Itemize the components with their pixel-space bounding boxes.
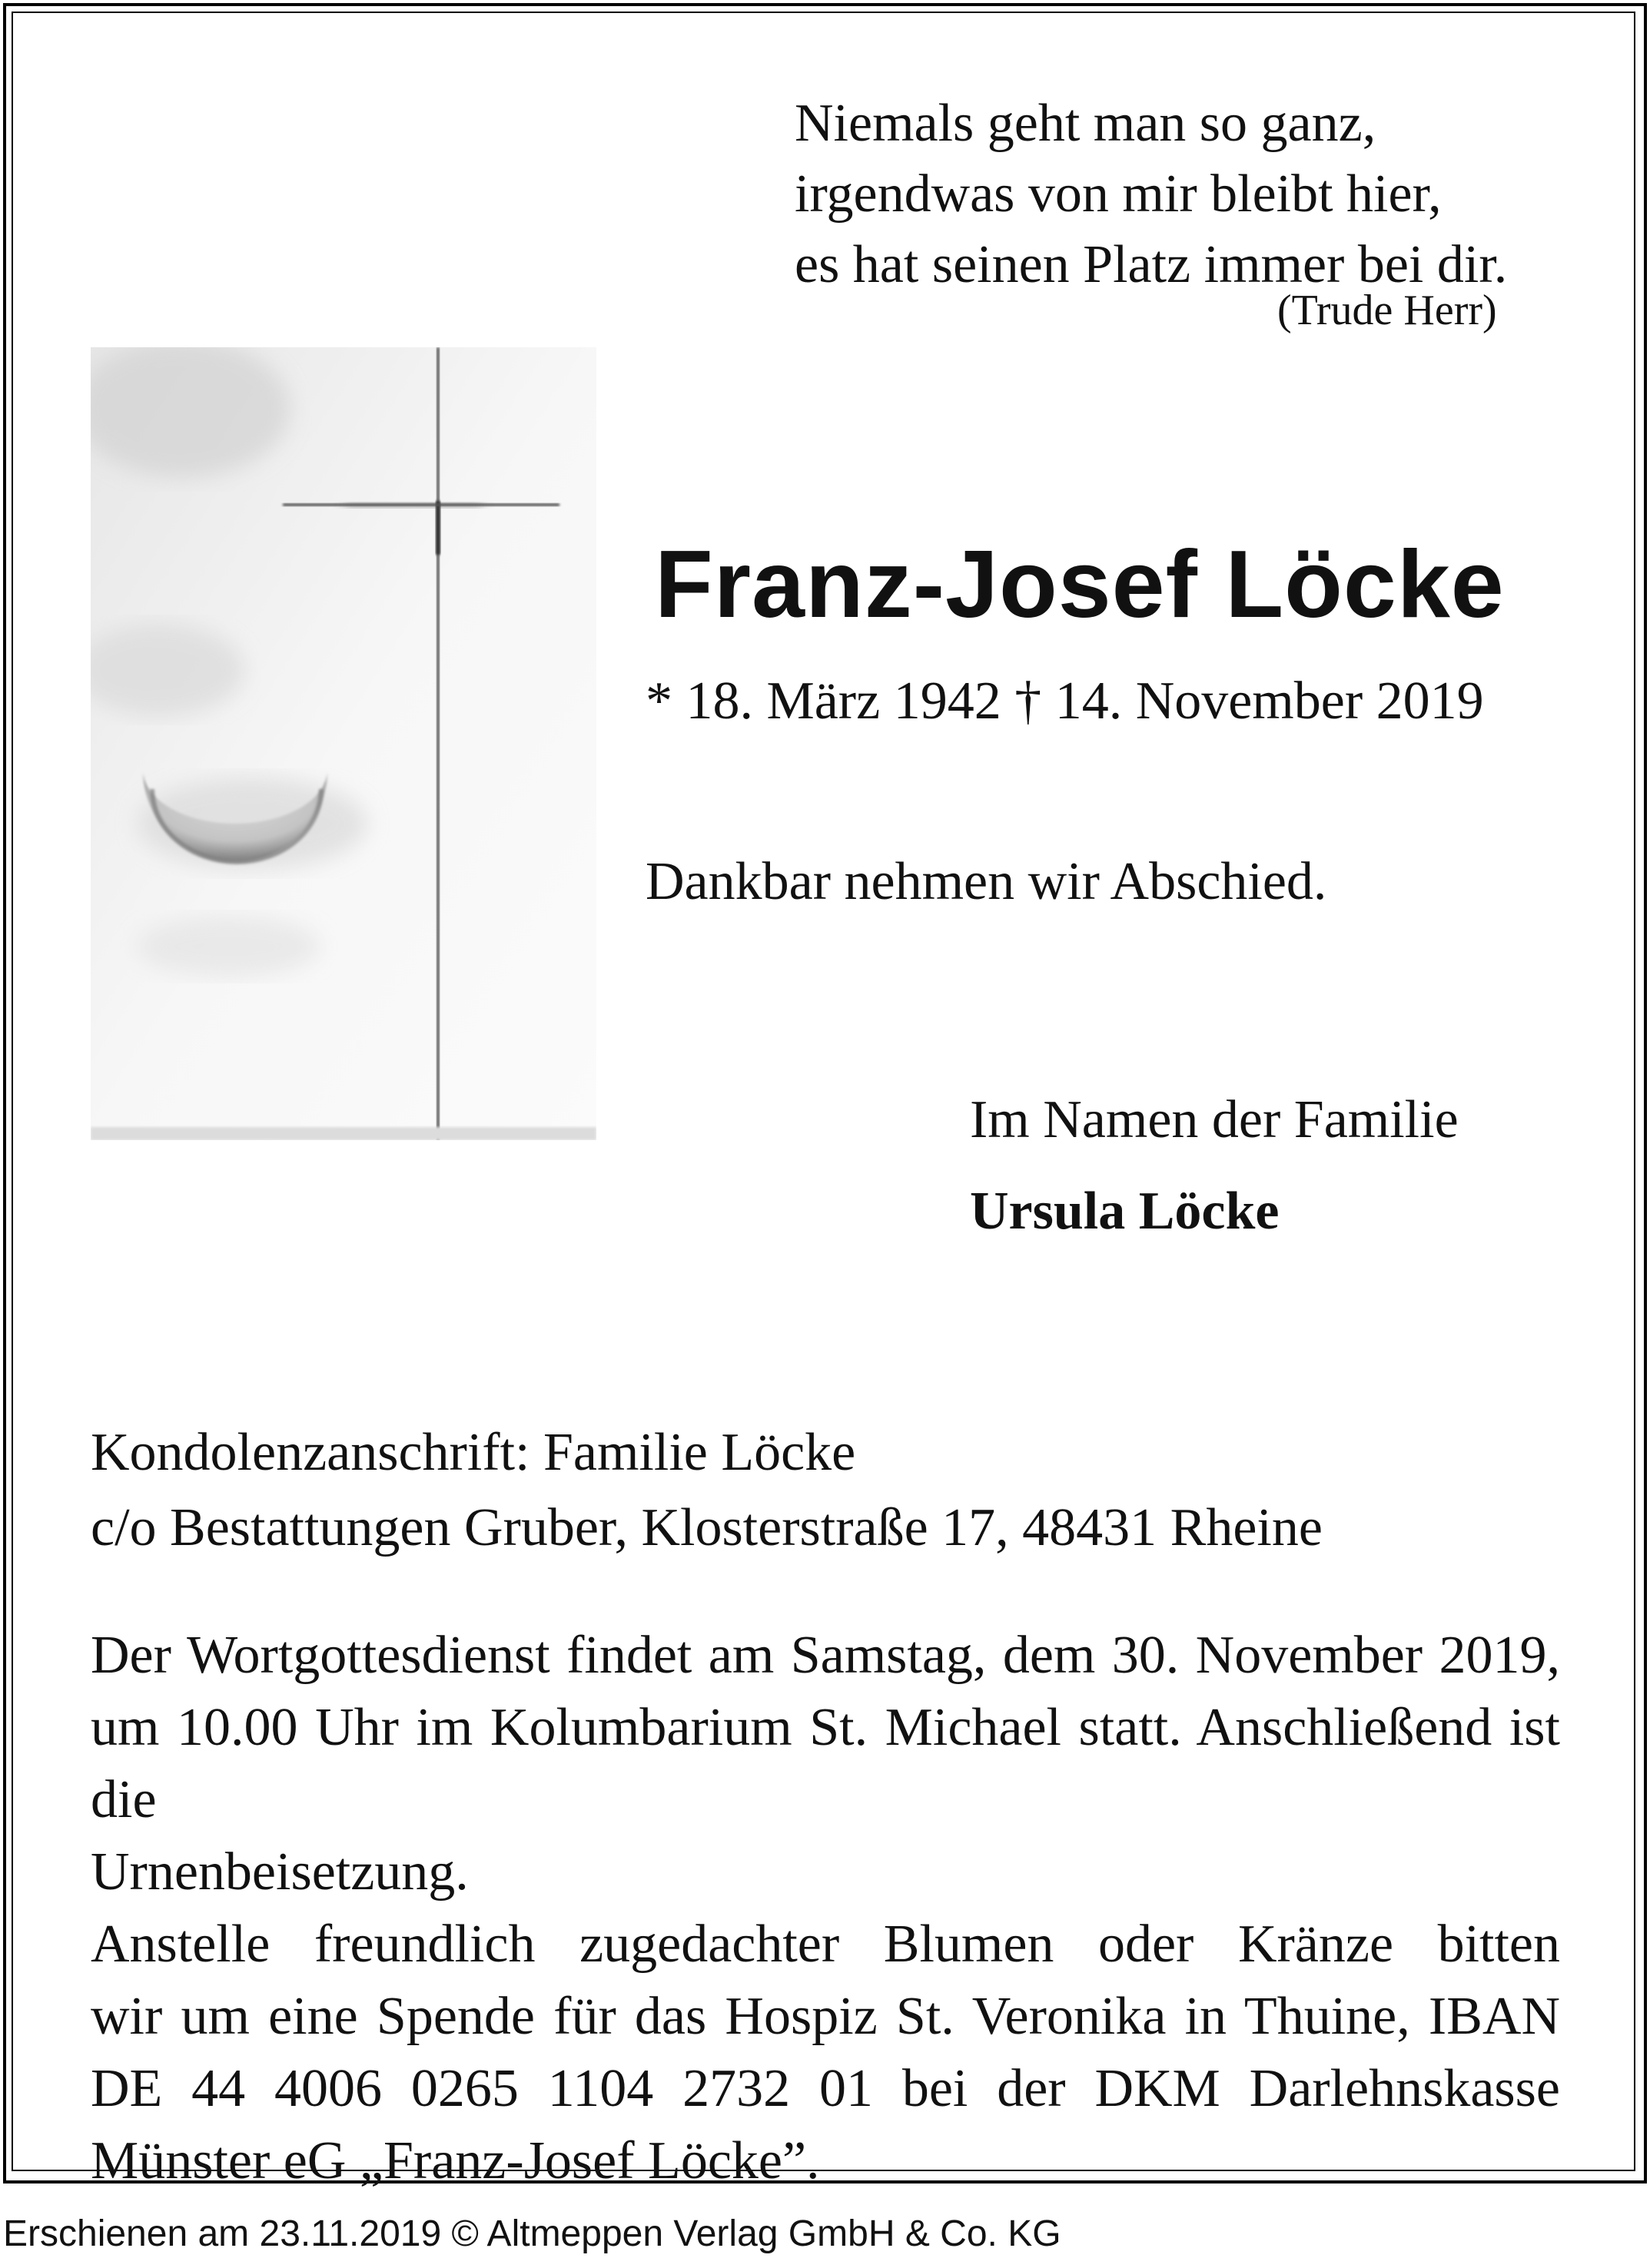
quote-line: es hat seinen Platz immer bei dir. [795, 235, 1508, 294]
address-line: c/o Bestattungen Gruber, Klosterstraße 17, 48431 Rheine [91, 1498, 1323, 1557]
condolence-address [91, 1415, 1323, 1566]
life-dates: * 18. März 1942 † 14. November 2019 [646, 671, 1484, 731]
service-line: Urnenbeisetzung. [91, 1842, 469, 1902]
address-line: Kondolenzanschrift: Familie Löcke [91, 1423, 856, 1482]
quote [795, 88, 1507, 300]
service-and-donation [91, 1620, 1560, 2197]
donation-line: Münster eG „Franz-Josef Löcke”. [91, 2131, 820, 2190]
farewell-text: Dankbar nehmen wir Abschied. [646, 852, 1327, 911]
service-line: um 10.00 Uhr im Kolumbarium St. Michael statt. Anschließend ist die [91, 1698, 1560, 1829]
memorial-image [91, 347, 596, 1140]
quote-author: (Trude Herr) [1277, 287, 1497, 334]
donation-line: DE 44 4006 0265 1104 2732 01 bei der DKM Darlehnskasse [91, 2059, 1560, 2118]
donation-line: wir um eine Spende für das Hospiz St. Veronika in Thuine, IBAN [91, 1987, 1560, 2046]
quote-line: irgendwas von mir bleibt hier, [795, 164, 1442, 224]
deceased-name: Franz-Josef Löcke [655, 532, 1505, 638]
quote-line: Niemals geht man so ganz, [795, 94, 1376, 153]
cross-icon [91, 347, 596, 1140]
signature-intro: Im Namen der Familie [970, 1090, 1459, 1149]
publication-footer: Erschienen am 23.11.2019 © Altmeppen Verlag GmbH & Co. KG [3, 2213, 1061, 2254]
donation-line: Anstelle freundlich zugedachter Blumen oder Kränze bitten [91, 1915, 1560, 1974]
service-line: Der Wortgottesdienst findet am Samstag, dem 30. November 2019, [91, 1626, 1560, 1685]
signature-name: Ursula Löcke [970, 1182, 1280, 1241]
